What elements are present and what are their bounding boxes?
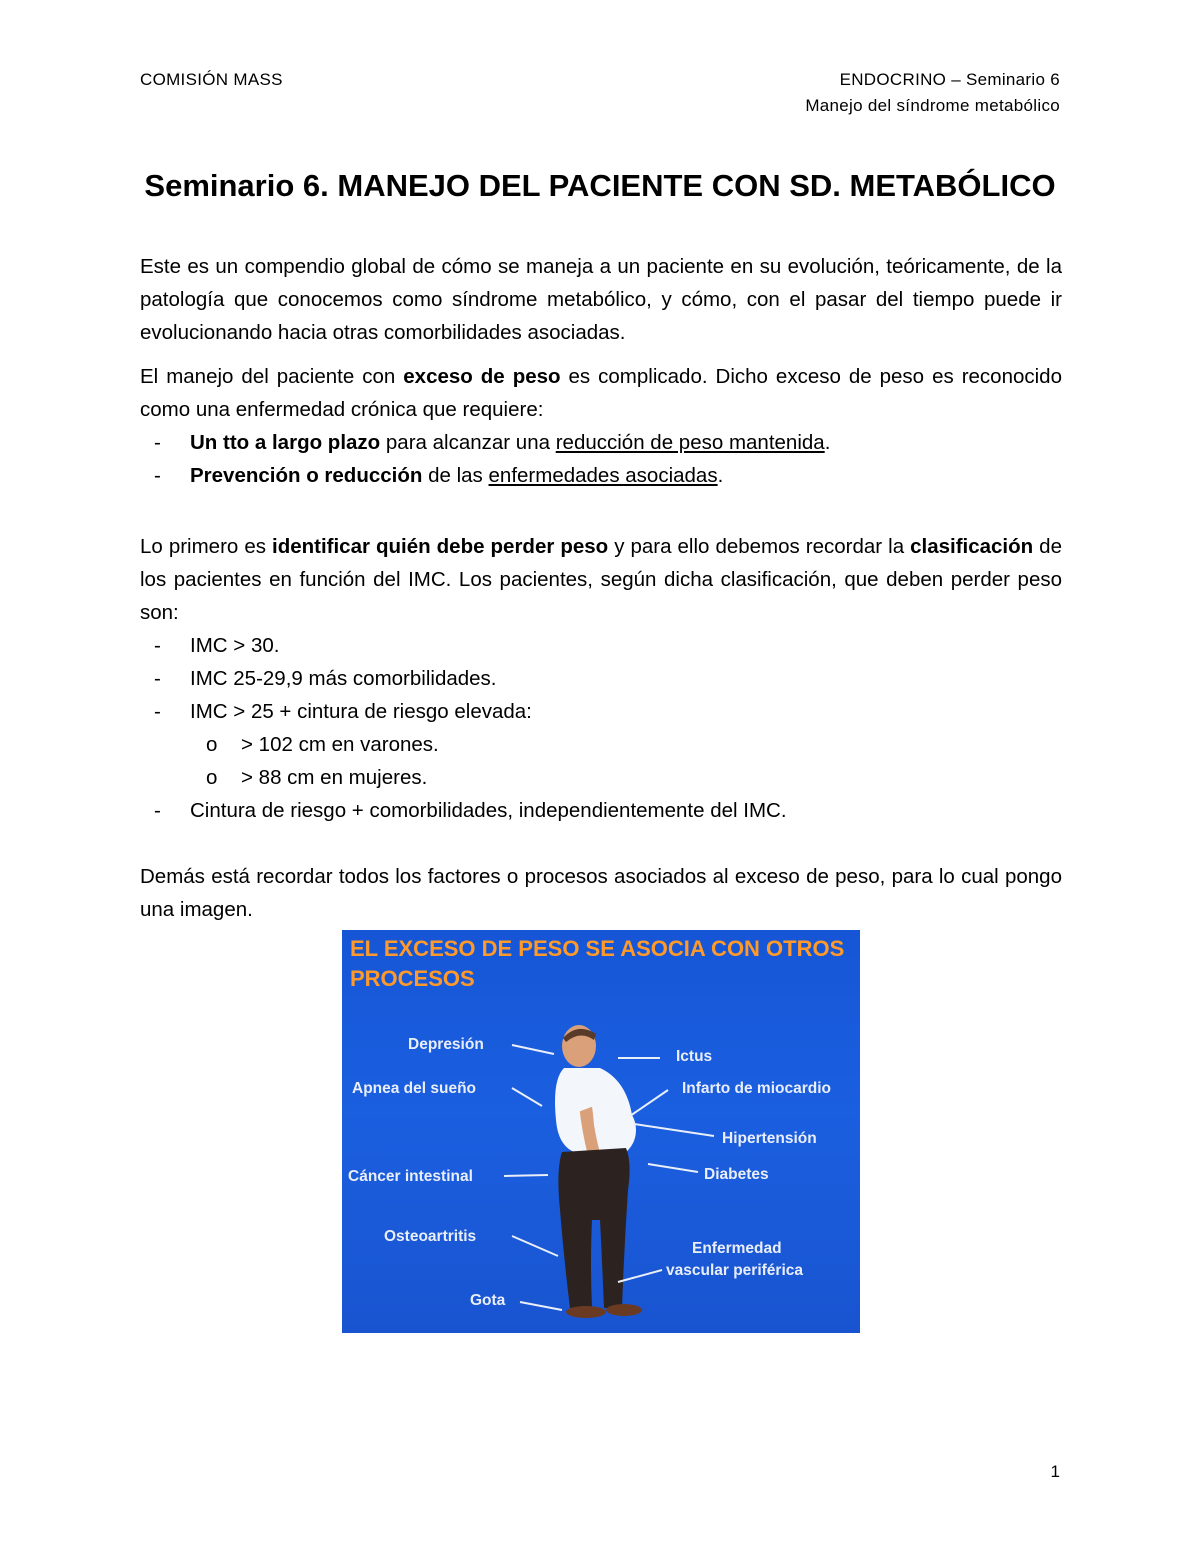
bullet-text: para alcanzar una [380,431,556,454]
dash-marker: - [154,464,161,487]
sub-list-item [140,761,1062,794]
bullet-text: IMC > 25 + cintura de riesgo elevada: [190,700,532,723]
label-depresion: Depresión [408,1036,484,1053]
sub-bullet-text: > 102 cm en varones. [241,733,439,756]
paragraph-4-text: Demás está recordar todos los factores o procesos asociados al exceso de peso, para lo cual pongo una imagen. [140,865,1062,921]
label-vascular-1: Enfermedad [692,1240,782,1257]
label-cancer: Cáncer intestinal [348,1168,473,1185]
bullet-end: . [717,464,724,487]
p2-a: El manejo del paciente con [140,365,404,388]
arrow-vascular [618,1270,662,1282]
label-vascular-2: vascular periférica [666,1262,804,1279]
list-item [140,794,1062,827]
list-item [140,695,1062,728]
p3-a: Lo primero es [140,535,272,558]
label-osteoartritis: Osteoartritis [384,1228,477,1245]
label-apnea: Apnea del sueño [352,1080,477,1097]
p3-c: y para ello debemos recordar la [608,535,911,558]
list-item [140,459,1062,492]
circle-marker: o [206,733,218,756]
person-shoe [566,1306,606,1318]
dash-marker: - [154,431,161,454]
paragraph-3 [140,530,1062,827]
bullet-underline: enfermedades asociadas [488,464,718,487]
bullet-bold: Un tto a largo plazo [190,431,381,454]
label-ictus: Ictus [676,1048,713,1065]
dash-marker: - [154,667,161,690]
bullet-end: . [824,431,831,454]
p3-e: de los pacientes en función del IMC. Los pacientes, según dicha clasificación, que deben perder peso son: [140,535,1062,624]
bullet-text: de las [422,464,489,487]
header-right-line2: Manejo del síndrome metabólico [805,96,1060,115]
list-item [140,629,1062,662]
intro-paragraph [140,250,1062,349]
paragraph-2 [140,360,1062,492]
circle-marker: o [206,766,218,789]
sub-bullet-text: > 88 cm en mujeres. [241,766,428,789]
sub-list-item [140,728,1062,761]
bullet-underline: reducción de peso mantenida [555,431,825,454]
list-item [140,662,1062,695]
p3-bold-1: identificar quién debe perder peso [272,535,609,558]
dash-marker: - [154,700,161,723]
obesity-figure [342,930,860,1333]
p3-bold-2: clasificación [910,535,1034,558]
paragraph-2-text [140,360,1062,426]
document-title: Seminario 6. MANEJO DEL PACIENTE CON SD. METABÓLICO [144,168,1056,203]
header-right-line1: ENDOCRINO – Seminario 6 [839,70,1060,89]
paragraph-3-text [140,530,1062,629]
arrow-depresion [512,1045,554,1054]
label-infarto: Infarto de miocardio [682,1080,831,1097]
header-left: COMISIÓN MASS [140,70,283,89]
label-hipertension: Hipertensión [722,1130,817,1147]
bullet-list-1 [140,426,1062,492]
bullet-text: Cintura de riesgo + comorbilidades, independientemente del IMC. [190,799,787,822]
arrow-cancer [504,1175,548,1176]
dash-marker: - [154,799,161,822]
arrow-hipertension [634,1124,714,1136]
list-item [140,426,1062,459]
intro-text: Este es un compendio global de cómo se maneja a un paciente en su evolución, teóricamente, de la patología que conocemos como síndrome metabólico, y cómo, con el pasar del tiempo puede ir evolucionando hacia otras comorbilidades asociadas. [140,255,1062,344]
person-figure [555,1025,642,1318]
figure-title: EL EXCESO DE PESO SE ASOCIA CON OTROS PROCESOS [350,936,845,991]
arrow-diabetes [648,1164,698,1172]
bullet-text: IMC > 30. [190,634,280,657]
page-number: 1 [1050,1462,1060,1481]
label-gota: Gota [470,1292,506,1309]
bullet-bold: Prevención o reducción [190,464,423,487]
bullet-text: IMC 25-29,9 más comorbilidades. [190,667,497,690]
label-diabetes: Diabetes [704,1166,769,1183]
arrow-gota [520,1302,562,1310]
p2-c: es complicado. Dicho exceso de peso es reconocido como una enfermedad crónica que requiere: [140,365,1062,421]
arrow-infarto [630,1090,668,1116]
person-trousers [558,1148,629,1308]
bullet-list-2 [140,629,1062,827]
arrow-apnea [512,1088,542,1106]
p2-bold: exceso de peso [403,365,561,388]
dash-marker: - [154,634,161,657]
person-shoe [606,1304,642,1316]
paragraph-4 [140,860,1062,926]
arrow-osteo [512,1236,558,1256]
